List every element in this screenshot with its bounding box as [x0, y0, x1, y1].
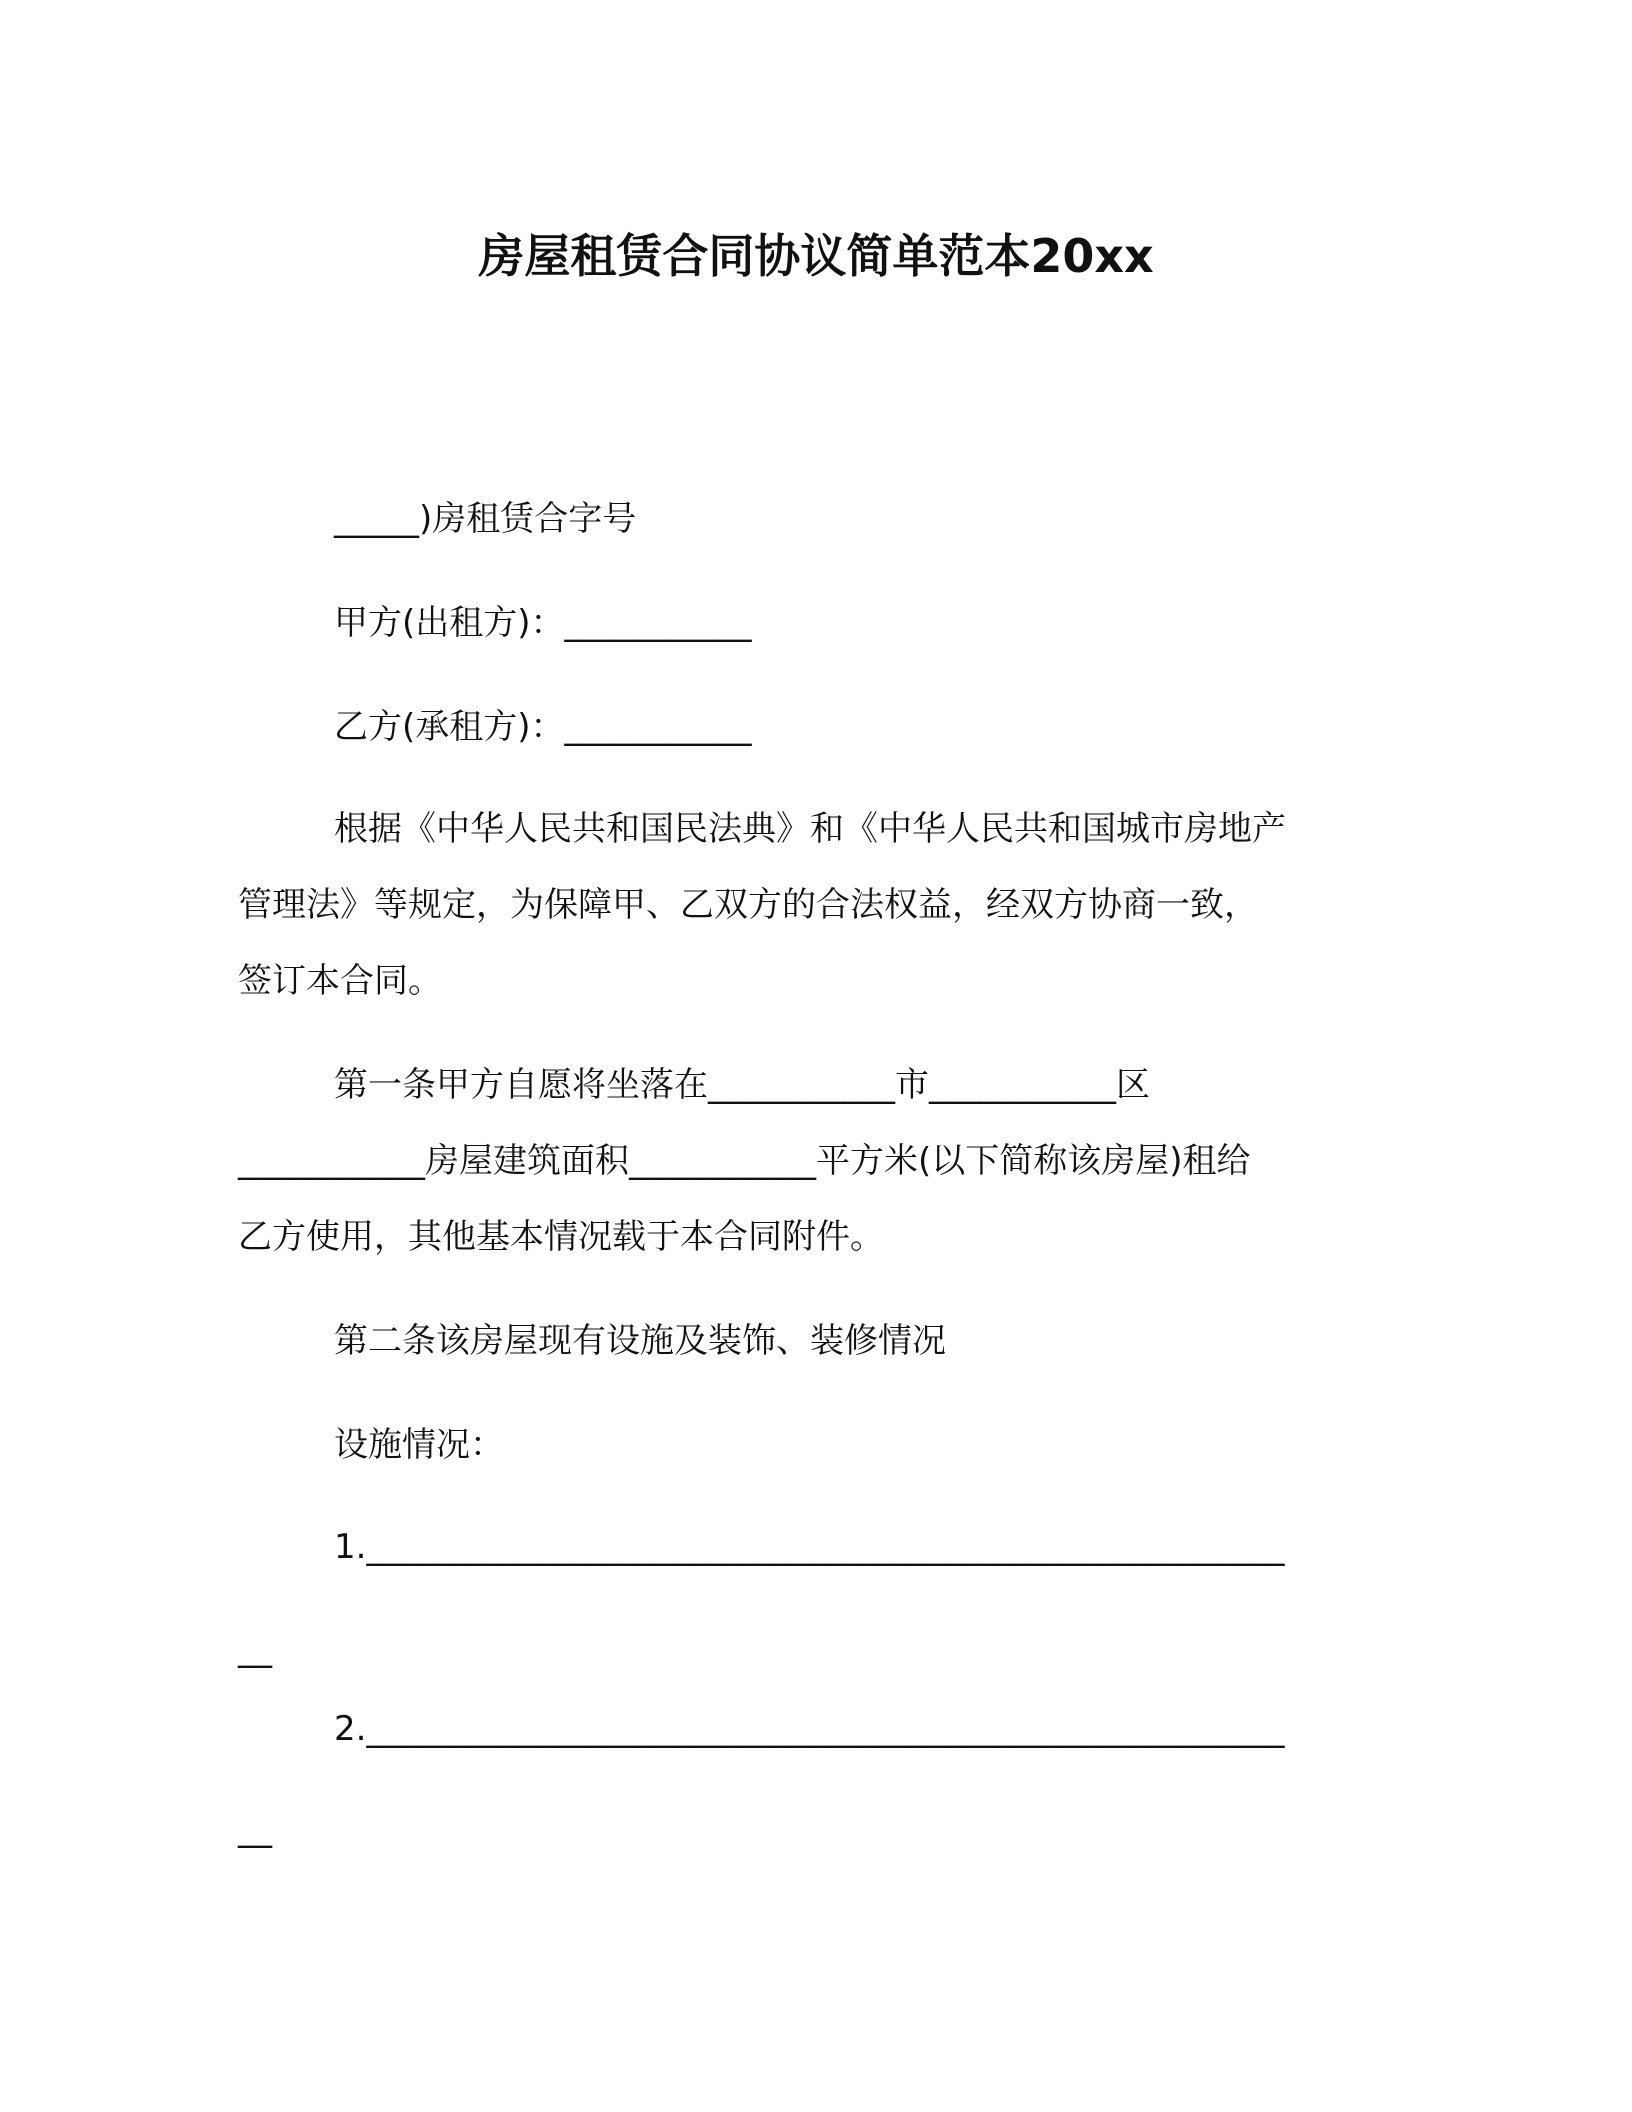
article-1-line-1: 第一条甲方自愿将坐落在___________市___________区	[334, 1065, 1150, 1105]
facility-item-2-line-2: __	[238, 1809, 272, 1849]
contract-number-line: _____)房租赁合字号	[334, 499, 637, 539]
article-1-line-3: 乙方使用，其他基本情况载于本合同附件。	[238, 1217, 884, 1257]
document-title: 房屋租赁合同协议简单范本20xx	[478, 229, 1154, 283]
preamble-line-3: 签订本合同。	[238, 961, 442, 1001]
article-2-heading: 第二条该房屋现有设施及装饰、装修情况	[334, 1321, 946, 1361]
facility-item-1-line-1: 1.______________________________________________________	[334, 1527, 1285, 1567]
preamble-line-2: 管理法》等规定，为保障甲、乙双方的合法权益，经双方协商一致，	[238, 885, 1258, 925]
preamble-line-1: 根据《中华人民共和国民法典》和《中华人民共和国城市房地产	[334, 809, 1286, 849]
party-b-line: 乙方(承租方)：___________	[334, 707, 752, 747]
facility-item-1-line-2: __	[238, 1629, 272, 1669]
facilities-label: 设施情况：	[334, 1425, 504, 1465]
party-a-line: 甲方(出租方)：___________	[334, 603, 752, 643]
facility-item-2-line-1: 2.______________________________________________________	[334, 1709, 1285, 1749]
article-1-line-2: ___________房屋建筑面积___________平方米(以下简称该房屋)租给	[238, 1141, 1251, 1181]
